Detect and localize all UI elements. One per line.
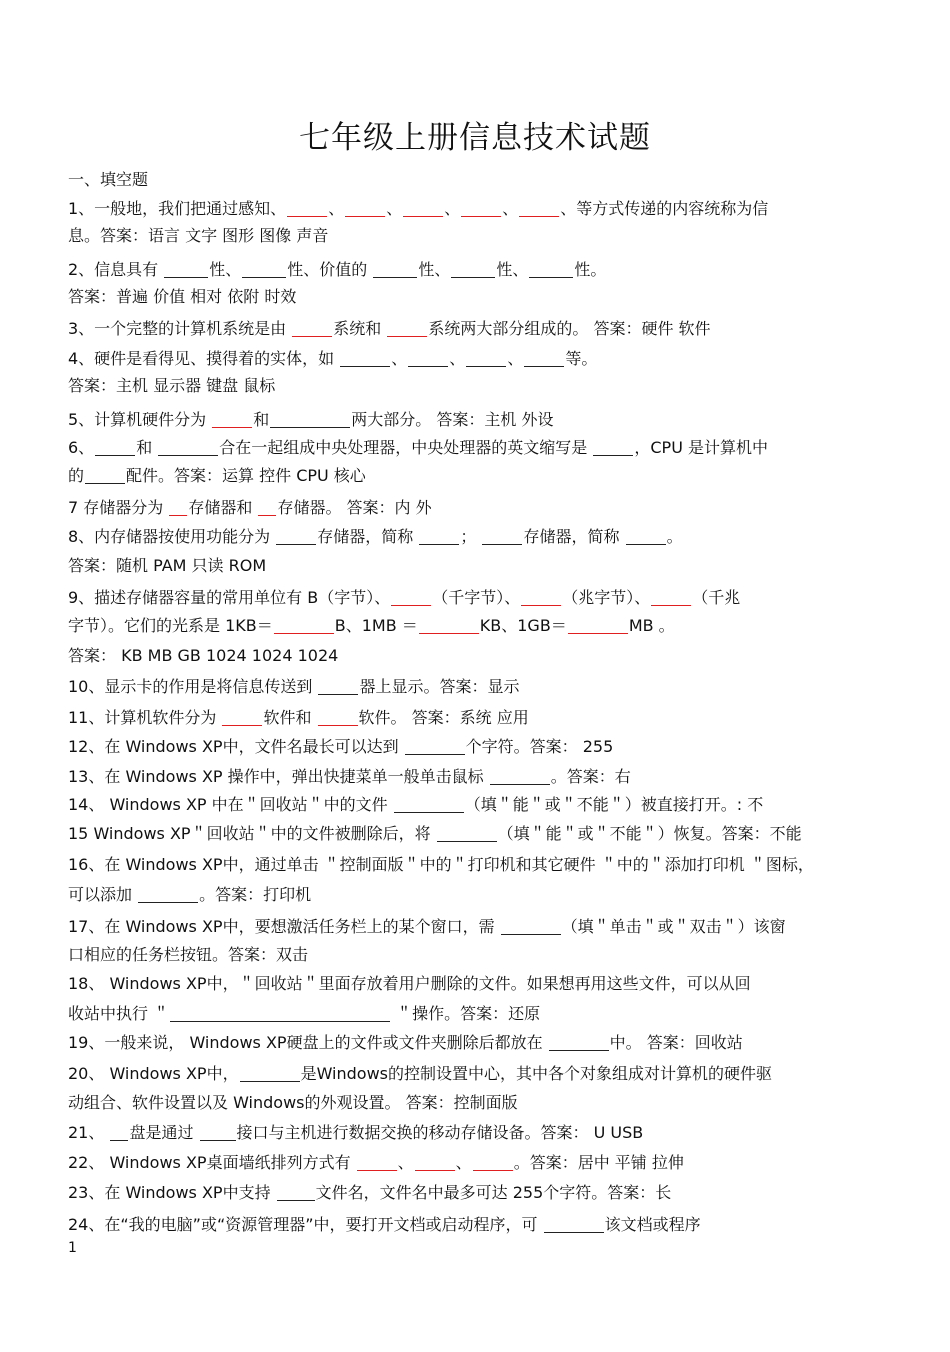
answer-blank (287, 200, 327, 217)
line-text: （兆字节）、 (562, 588, 651, 607)
line-text: 动组合、软件设置以及 Windows的外观设置。 答案：控制面版 (68, 1093, 518, 1112)
question-line (68, 794, 763, 816)
answer-blank (318, 709, 358, 726)
answer-blank (212, 411, 252, 428)
question-line (68, 854, 814, 876)
line-text: （千兆 (692, 588, 741, 607)
answer-blank (466, 350, 506, 367)
answer-blank (292, 320, 332, 337)
line-text: 系统和 (333, 319, 387, 338)
answer-blank (95, 439, 135, 456)
line-text: 、 (391, 349, 408, 368)
line-text: 存储器和 (188, 498, 258, 517)
question-line (68, 884, 311, 906)
line-text: 性、 (496, 260, 529, 279)
answer-blank (270, 411, 350, 428)
line-text: 和 (253, 410, 270, 429)
answer-blank (419, 617, 479, 634)
question-line (68, 736, 613, 758)
question-line (68, 645, 338, 667)
line-text: 软件和 (263, 708, 317, 727)
question-line (68, 1003, 540, 1025)
line-text: 该文档或程序 (604, 1215, 701, 1234)
answer-blank (240, 1065, 300, 1082)
line-text: 两大部分。 答案：主机 外设 (351, 410, 554, 429)
question-line (68, 707, 529, 729)
line-text: 13、在 Windows XP 操作中，弹出快捷菜单一般单击鼠标 (68, 767, 489, 786)
line-text: 性。 (574, 260, 607, 279)
line-text: ； (460, 527, 482, 546)
line-text: 6、 (68, 438, 95, 457)
line-text: 。答案：居中 平铺 拉伸 (513, 1153, 684, 1172)
line-text: 性、价值的 (287, 260, 373, 279)
line-text: 16、在 Windows XP中，通过单击 ＂控制面版＂中的＂打印机和其它硬件 ＂中的＂添加打印机 ＂图标， (68, 855, 814, 874)
answer-blank (357, 1154, 397, 1171)
question-line (68, 1063, 772, 1085)
answer-blank (274, 617, 334, 634)
line-text: 2、信息具有 (68, 260, 164, 279)
line-text: 、 (444, 199, 461, 218)
line-text: 11、计算机软件分为 (68, 708, 222, 727)
line-text: 答案：主机 显示器 键盘 鼠标 (68, 376, 276, 395)
line-text: 是Windows的控制设置中心，其中各个对象组成对计算机的硬件驱 (300, 1064, 773, 1083)
answer-blank (403, 200, 443, 217)
page-title: 七年级上册信息技术试题 (299, 120, 651, 156)
line-text: 配件。答案：运算 控件 CPU 核心 (126, 466, 366, 485)
line-text: 、 (386, 199, 403, 218)
answer-blank (391, 589, 431, 606)
question-line (68, 286, 296, 308)
question-line (68, 409, 553, 431)
line-text: MB 。 (628, 616, 675, 635)
line-text: 3、一个完整的计算机系统是由 (68, 319, 292, 338)
answer-blank (524, 350, 564, 367)
line-text: 15 Windows XP＂回收站＂中的文件被删除后，将 (68, 824, 436, 843)
answer-blank (387, 320, 427, 337)
question-line (68, 766, 631, 788)
answer-blank (222, 709, 262, 726)
line-text: 、 (455, 1153, 472, 1172)
line-text: 。答案：右 (550, 767, 631, 786)
answer-blank (529, 261, 573, 278)
line-text: 息。答案：语言 文字 图形 图像 声音 (68, 226, 329, 245)
line-text: 4、硬件是看得见、摸得着的实体，如 (68, 349, 340, 368)
question-line (68, 259, 606, 281)
line-text: （填＂单击＂或＂双击＂）该窗 (561, 917, 786, 936)
line-text: 7 存储器分为 (68, 498, 169, 517)
line-text: 口相应的任务栏按钮。答案：双击 (68, 945, 309, 964)
line-text: 性、 (209, 260, 242, 279)
line-text: 答案： KB MB GB 1024 1024 1024 (68, 646, 339, 665)
answer-blank (345, 200, 385, 217)
line-text: ＂操作。答案：还原 (391, 1004, 541, 1023)
line-text: 可以添加 (68, 885, 138, 904)
line-text: KB、1GB＝ (479, 616, 567, 635)
answer-blank (200, 1124, 236, 1141)
answer-blank (521, 589, 561, 606)
answer-blank (277, 1184, 315, 1201)
answer-blank (373, 261, 417, 278)
line-text: 接口与主机进行数据交换的移动存储设备。答案： U USB (236, 1123, 644, 1142)
line-text: 合在一起组成中央处理器，中央处理器的英文缩写是 (219, 438, 593, 457)
answer-blank (626, 528, 666, 545)
answer-blank (544, 1216, 604, 1233)
answer-blank (138, 886, 198, 903)
answer-blank (482, 528, 522, 545)
line-text: 12、在 Windows XP中，文件名最长可以达到 (68, 737, 404, 756)
line-text: B、1MB ＝ (334, 616, 418, 635)
line-text: 、 (449, 349, 466, 368)
line-text: 24、在“我的电脑”或“资源管理器”中，要打开文档或启动程序，可 (68, 1215, 543, 1234)
question-line (68, 1214, 701, 1236)
question-line (68, 1152, 684, 1174)
line-text: 、 (328, 199, 345, 218)
line-text: 文件名，文件名中最多可达 255个字符。答案：长 (315, 1183, 672, 1202)
line-text: 器上显示。答案：显示 (359, 677, 520, 696)
answer-blank (110, 1124, 128, 1141)
question-line (68, 1032, 743, 1054)
question-line (68, 375, 275, 397)
line-text: 存储器，简称 (523, 527, 625, 546)
line-text: 14、 Windows XP 中在＂回收站＂中的文件 (68, 795, 393, 814)
answer-blank (394, 796, 464, 813)
question-line (68, 615, 675, 637)
answer-blank (419, 528, 459, 545)
answer-blank (461, 200, 501, 217)
question-line (68, 1182, 671, 1204)
answer-blank (519, 200, 559, 217)
answer-blank (169, 499, 187, 516)
question-line (68, 587, 740, 609)
answer-blank (276, 528, 316, 545)
question-line (68, 437, 768, 459)
answer-blank (170, 1005, 390, 1022)
line-text: 、 (397, 1153, 414, 1172)
question-line (68, 1092, 518, 1114)
line-text: 18、 Windows XP中，＂回收站＂里面存放着用户删除的文件。如果想再用这些文件，可以从回 (68, 974, 751, 993)
answer-blank (405, 738, 465, 755)
line-text: 22、 Windows XP桌面墙纸排列方式有 (68, 1153, 356, 1172)
line-text: ，CPU 是计算机中 (634, 438, 768, 457)
line-text: 9、描述存储器容量的常用单位有 B（字节）、 (68, 588, 391, 607)
answer-blank (85, 467, 125, 484)
line-text: 答案：普遍 价值 相对 依附 时效 (68, 287, 297, 306)
line-text: 字节）。它们的光系是 1KB＝ (68, 616, 273, 635)
answer-blank (242, 261, 286, 278)
answer-blank (340, 350, 390, 367)
question-line (68, 465, 366, 487)
line-text: 存储器。 答案：内 外 (277, 498, 432, 517)
answer-blank (408, 350, 448, 367)
line-text: 个字符。答案： 255 (465, 737, 614, 756)
line-text: 21、 (68, 1123, 110, 1142)
line-text: 的 (68, 466, 85, 485)
answer-blank (415, 1154, 455, 1171)
answer-blank (318, 678, 358, 695)
question-line (68, 1122, 643, 1144)
line-text: 系统两大部分组成的。 答案：硬件 软件 (428, 319, 711, 338)
line-text: 、 (507, 349, 524, 368)
question-line (68, 225, 328, 247)
question-line (68, 198, 768, 220)
line-text: 收站中执行 ＂ (68, 1004, 170, 1023)
line-text: 等。 (565, 349, 598, 368)
line-text: 5、计算机硬件分为 (68, 410, 212, 429)
line-text: 10、显示卡的作用是将信息传送到 (68, 677, 318, 696)
line-text: 23、在 Windows XP中支持 (68, 1183, 276, 1202)
answer-blank (437, 825, 497, 842)
line-text: 盘是通过 (129, 1123, 199, 1142)
answer-blank (473, 1154, 513, 1171)
answer-blank (593, 439, 633, 456)
line-text: 、 (502, 199, 519, 218)
question-line (68, 916, 786, 938)
line-text: 中。 答案：回收站 (609, 1033, 743, 1052)
answer-blank (258, 499, 276, 516)
line-text: 1、一般地，我们把通过感知、 (68, 199, 287, 218)
question-line (68, 526, 683, 548)
line-text: 答案：随机 PAM 只读 ROM (68, 556, 267, 575)
line-text: 软件。 答案：系统 应用 (358, 708, 529, 727)
answer-blank (549, 1034, 609, 1051)
line-text: 、等方式传递的内容统称为信 (560, 199, 769, 218)
line-text: 。答案：打印机 (199, 885, 312, 904)
answer-blank (158, 439, 218, 456)
line-text: 17、在 Windows XP中，要想激活任务栏上的某个窗口，需 (68, 917, 500, 936)
answer-blank (651, 589, 691, 606)
question-line (68, 676, 519, 698)
question-line (68, 973, 751, 995)
answer-blank (451, 261, 495, 278)
line-text: 8、内存储器按使用功能分为 (68, 527, 276, 546)
line-text: （千字节）、 (432, 588, 521, 607)
line-text: 20、 Windows XP中， (68, 1064, 239, 1083)
line-text: 存储器，简称 (317, 527, 419, 546)
page-number: 1 (68, 1240, 77, 1256)
line-text: 19、一般来说， Windows XP硬盘上的文件或文件夹删除后都放在 (68, 1033, 548, 1052)
line-text: （填＂能＂或＂不能＂）恢复。答案：不能 (497, 824, 802, 843)
line-text: 。 (666, 527, 683, 546)
section-heading: 一、填空题 (68, 170, 149, 189)
question-line (68, 555, 266, 577)
line-text: 性、 (418, 260, 451, 279)
question-line (68, 497, 432, 519)
answer-blank (490, 768, 550, 785)
answer-blank (164, 261, 208, 278)
line-text: 和 (136, 438, 158, 457)
question-line (68, 318, 711, 340)
question-line (68, 823, 802, 845)
question-line (68, 348, 597, 370)
line-text: （填＂能＂或＂不能＂）被直接打开。: 不 (464, 795, 764, 814)
question-line (68, 944, 308, 966)
answer-blank (568, 617, 628, 634)
answer-blank (501, 918, 561, 935)
